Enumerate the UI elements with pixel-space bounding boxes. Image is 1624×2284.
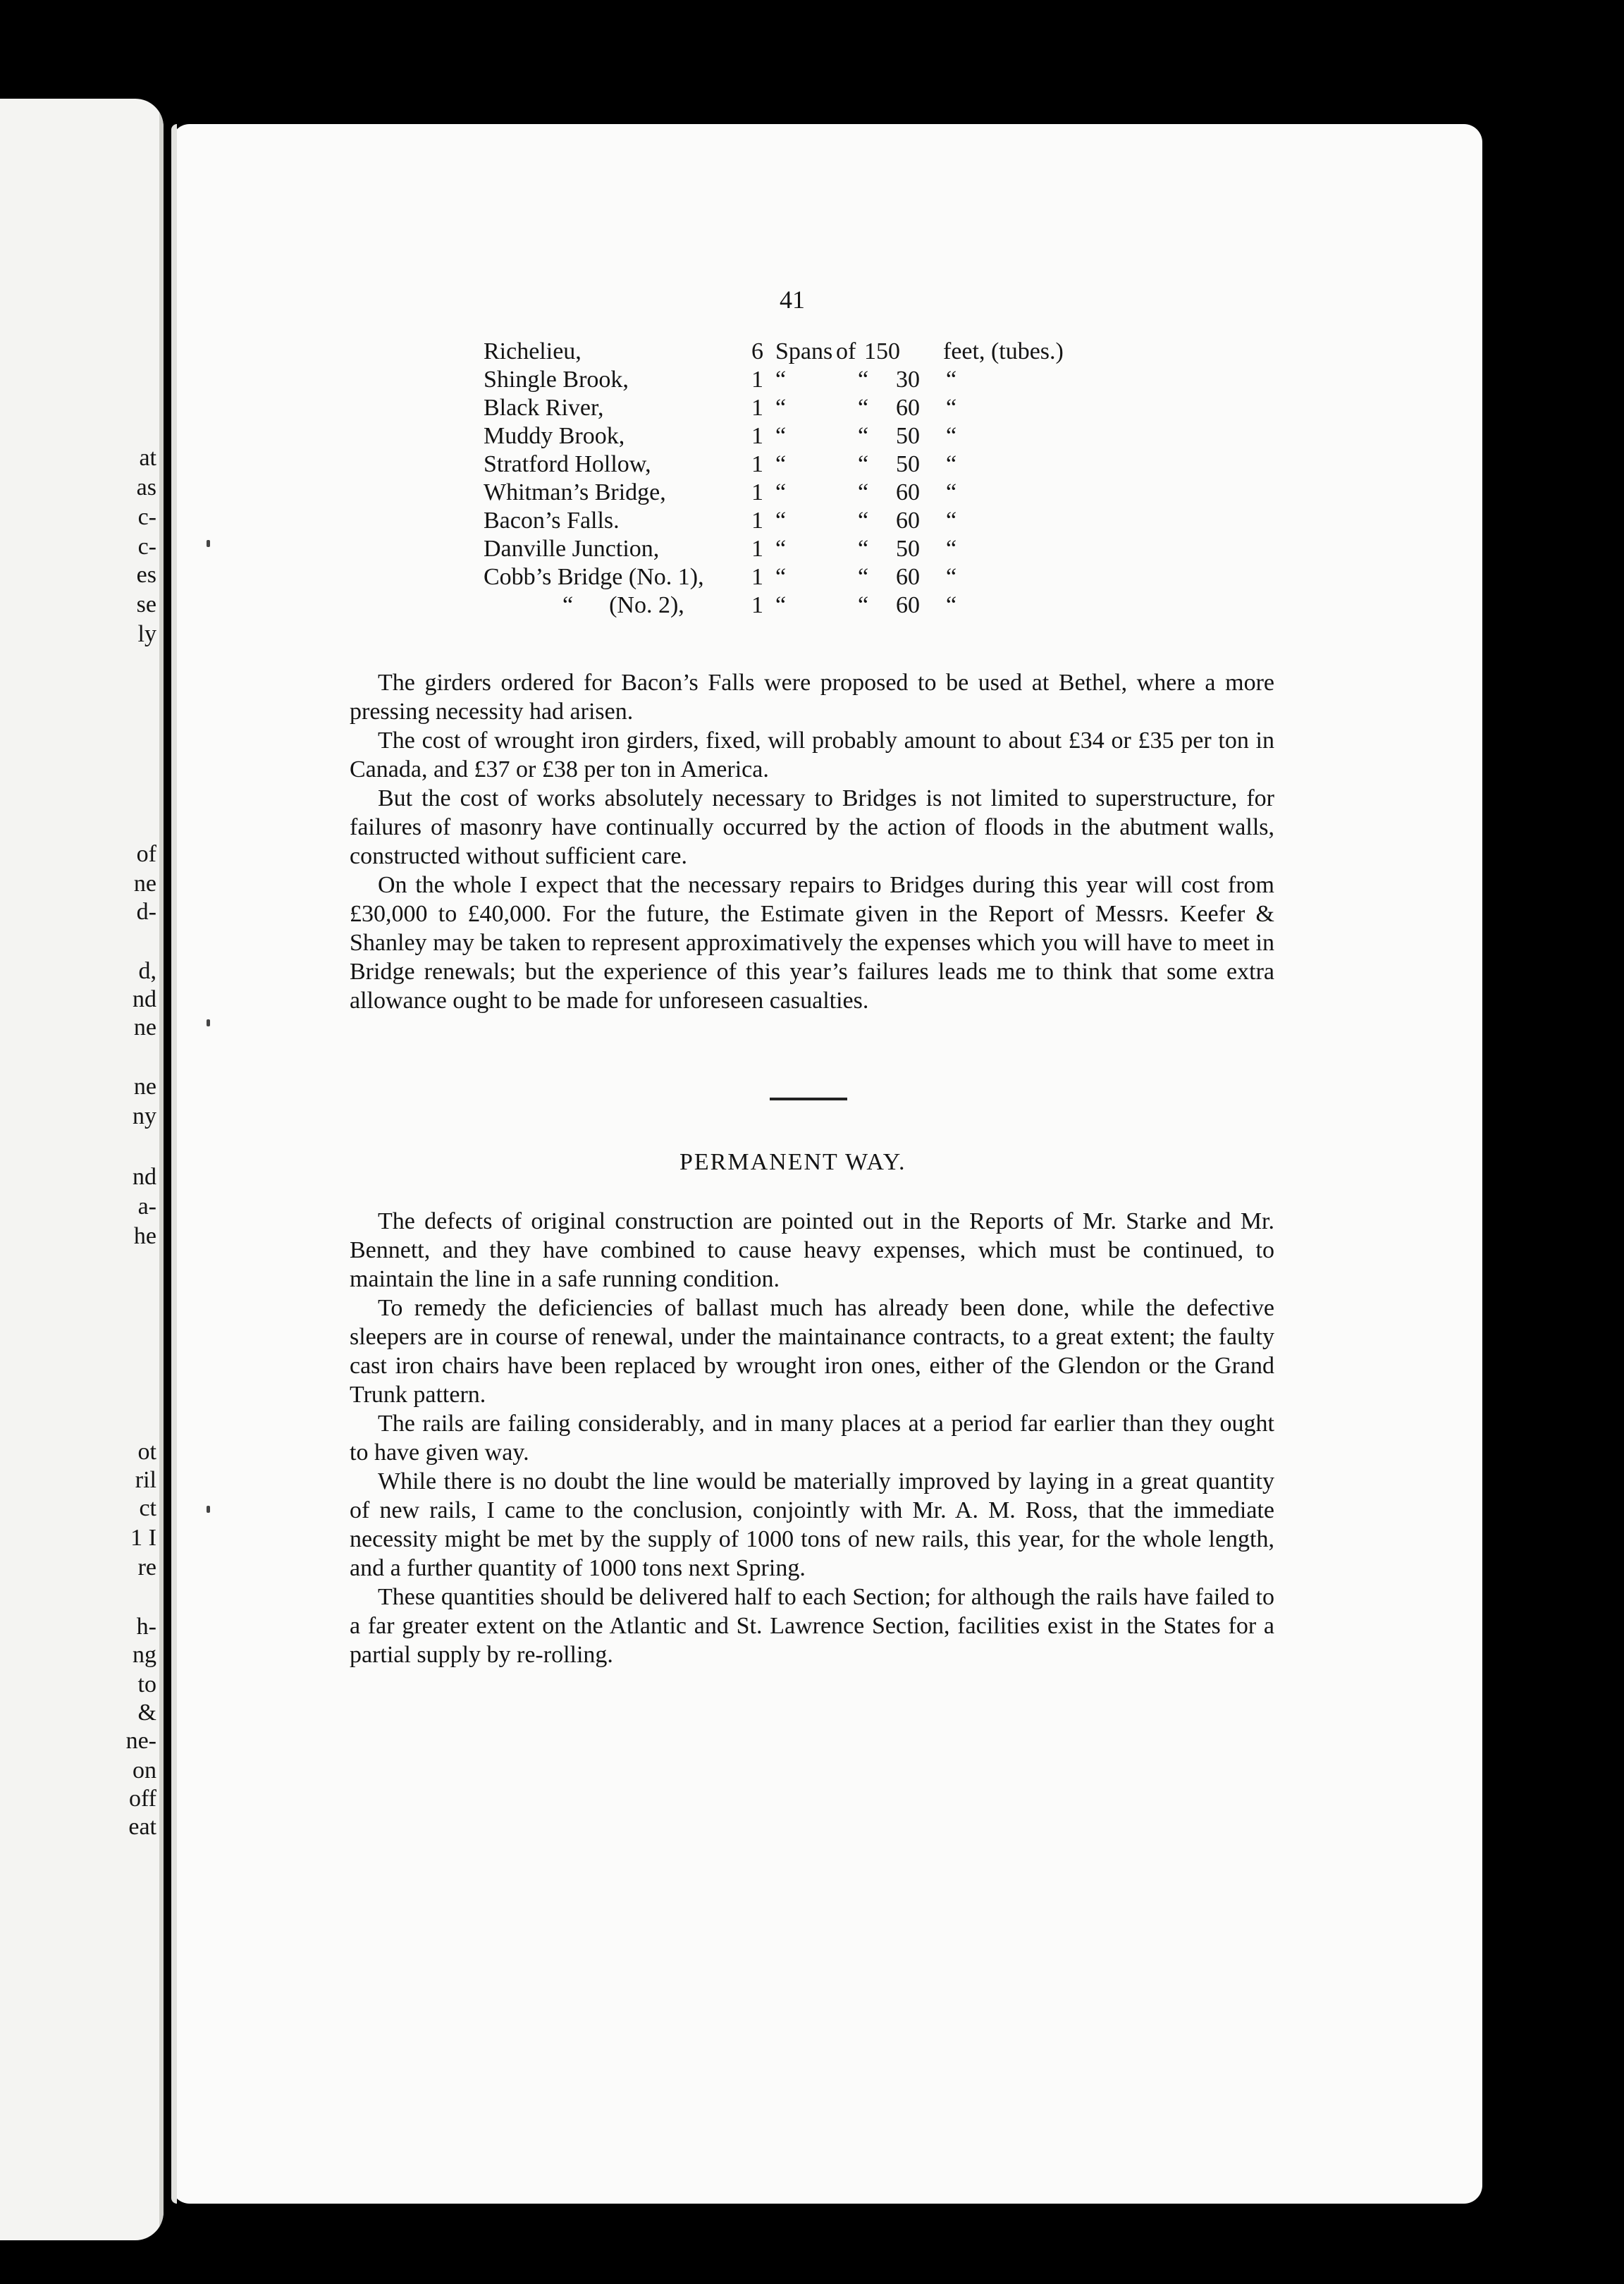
paragraph: The girders ordered for Bacon’s Falls were proposed to be used at Bethel, where a more pressing necessity had arisen.: [350, 670, 1274, 725]
margin-fragment: se: [136, 591, 156, 618]
bridge-name: Black River,: [484, 395, 604, 421]
margin-fragment: ot: [137, 1439, 156, 1465]
span-count: 1: [751, 451, 763, 477]
ditto-mark: “: [775, 592, 787, 618]
ditto-mark: “: [946, 564, 957, 590]
margin-fragment: nd: [133, 986, 156, 1012]
of-word: of: [836, 338, 856, 364]
ditto-mark: “: [946, 592, 957, 618]
ditto-mark: “: [775, 367, 787, 393]
page-number: 41: [780, 286, 805, 314]
speck-mark: [207, 1019, 210, 1026]
ditto-mark: “: [775, 479, 787, 505]
margin-fragment: ly: [137, 621, 156, 647]
span-length: 60: [896, 592, 920, 618]
margin-fragment: he: [133, 1223, 156, 1249]
span-count: 1: [751, 564, 763, 590]
bridge-name: “ (No. 2),: [562, 592, 684, 618]
ditto-mark: “: [858, 508, 869, 534]
span-count: 6: [751, 338, 763, 364]
paragraph: While there is no doubt the line would be materially improved by laying in a great quantity of new rails, I came to the conclusion, conjointly with Mr. A. M. Ross, that the immediate necessity might be met by the supply of 1000 tons of new rails, this year, for the whole length, and a further quantity of 1000 tons next Spring.: [350, 1468, 1274, 1581]
ditto-mark: “: [775, 536, 787, 562]
margin-fragment: re: [137, 1554, 156, 1580]
ditto-mark: “: [858, 592, 869, 618]
section-divider: [770, 1098, 847, 1100]
ditto-mark: “: [858, 536, 869, 562]
margin-fragment: c-: [137, 504, 156, 530]
margin-fragment: c-: [137, 534, 156, 560]
span-count: 1: [751, 395, 763, 421]
margin-fragment: &: [137, 1700, 156, 1726]
margin-fragment: ril: [135, 1467, 156, 1493]
margin-fragment: d,: [138, 958, 156, 984]
margin-fragment: as: [136, 474, 156, 501]
margin-fragment: h-: [136, 1614, 156, 1640]
bridge-name: Cobb’s Bridge (No. 1),: [484, 564, 704, 590]
margin-fragment: ny: [133, 1103, 156, 1129]
ditto-mark: “: [775, 508, 787, 534]
paragraph: These quantities should be delivered half to each Section; for although the rails have failed to a far greater extent on the Atlantic and St. Lawrence Section, facilities exist in the States for a partial supply by re-rolling.: [350, 1584, 1274, 1668]
ditto-mark: “: [946, 451, 957, 477]
margin-fragment: a-: [137, 1193, 156, 1220]
span-count: 1: [751, 367, 763, 393]
ditto-mark: “: [946, 367, 957, 393]
span-length: 50: [896, 536, 920, 562]
bridge-name: Stratford Hollow,: [484, 451, 651, 477]
bridge-name: Danville Junction,: [484, 536, 660, 562]
span-length: 50: [896, 423, 920, 449]
speck-mark: [207, 1506, 210, 1513]
margin-fragment: d-: [136, 899, 156, 925]
section-heading: PERMANENT WAY.: [679, 1149, 906, 1175]
ditto-mark: “: [946, 536, 957, 562]
bridge-name: Muddy Brook,: [484, 423, 625, 449]
spans-word: Spans: [775, 338, 833, 364]
margin-fragment: at: [139, 445, 156, 471]
span-length: 60: [896, 508, 920, 534]
ditto-mark: “: [775, 395, 787, 421]
margin-fragment: es: [136, 562, 156, 588]
margin-fragment: ct: [139, 1495, 156, 1521]
ditto-mark: “: [946, 395, 957, 421]
margin-fragment: off: [128, 1786, 156, 1812]
bridge-name: Whitman’s Bridge,: [484, 479, 666, 505]
ditto-mark: “: [775, 451, 787, 477]
ditto-mark: “: [858, 395, 869, 421]
ditto-mark: “: [775, 423, 787, 449]
page-spine: [159, 99, 164, 2240]
ditto-mark: “: [858, 367, 869, 393]
span-length: 150: [864, 338, 900, 364]
bridge-name: Shingle Brook,: [484, 367, 629, 393]
margin-fragment: eat: [128, 1814, 156, 1840]
bridge-name: Bacon’s Falls.: [484, 508, 620, 534]
span-length: 60: [896, 479, 920, 505]
span-length: 60: [896, 395, 920, 421]
margin-fragment: ne: [133, 1014, 156, 1040]
ditto-mark: “: [946, 423, 957, 449]
ditto-mark: “: [858, 451, 869, 477]
span-count: 1: [751, 479, 763, 505]
margin-fragment: ne: [133, 1074, 156, 1100]
paragraph: On the whole I expect that the necessary repairs to Bridges during this year will cost from £30,000 to £40,000. For the future, the Estimate given in the Report of Messrs. Keefer & Shanley may be taken to represent approximatively the expenses which you will have to meet in Bridge renewals; but the experience of this year’s failures leads me to think that some extra allowance ought to be made for unforeseen casualties.: [350, 872, 1274, 1014]
previous-page: [0, 99, 164, 2240]
span-unit: feet, (tubes.): [943, 338, 1064, 364]
margin-fragment: 1 I: [130, 1525, 156, 1551]
span-length: 50: [896, 451, 920, 477]
margin-fragment: of: [136, 841, 156, 867]
paragraph: But the cost of works absolutely necessary to Bridges is not limited to superstructure, for failures of masonry have continually occurred by the action of floods in the abutment walls, constructed without sufficient care.: [350, 785, 1274, 869]
ditto-mark: “: [946, 479, 957, 505]
span-count: 1: [751, 592, 763, 618]
paragraph: The cost of wrought iron girders, fixed, will probably amount to about £34 or £35 per ton in Canada, and £37 or £38 per ton in America.: [350, 727, 1274, 782]
margin-fragment: ne-: [125, 1728, 156, 1754]
margin-fragment: to: [137, 1671, 156, 1697]
bridges-text: [350, 668, 1274, 1015]
ditto-mark: “: [858, 423, 869, 449]
span-count: 1: [751, 508, 763, 534]
span-length: 30: [896, 367, 920, 393]
ditto-mark: “: [775, 564, 787, 590]
permanent-way-text: [350, 1207, 1274, 1669]
bridge-name: Richelieu,: [484, 338, 582, 364]
ditto-mark: “: [946, 508, 957, 534]
paragraph: To remedy the deficiencies of ballast much has already been done, while the defective sleepers are in course of renewal, under the maintainance contracts, to a great extent; the faulty cast iron chairs have been replaced by wrought iron ones, either of the Glendon or the Grand Trunk pattern.: [350, 1295, 1274, 1408]
ditto-mark: “: [858, 564, 869, 590]
margin-fragment: ng: [133, 1642, 156, 1668]
paragraph: The rails are failing considerably, and in many places at a period far earlier than they ought to have given way.: [350, 1411, 1274, 1466]
margin-fragment: on: [133, 1757, 156, 1783]
page-edge: [171, 124, 177, 2204]
span-count: 1: [751, 536, 763, 562]
margin-fragment: nd: [133, 1164, 156, 1190]
paragraph: The defects of original construction are pointed out in the Reports of Mr. Starke and Mr. Bennett, and they have combined to cause heavy expenses, which must be continued, to maintain the line in a safe running condition.: [350, 1208, 1274, 1292]
ditto-mark: “: [858, 479, 869, 505]
span-length: 60: [896, 564, 920, 590]
speck-mark: [207, 540, 210, 547]
margin-fragment: ne: [133, 871, 156, 897]
span-count: 1: [751, 423, 763, 449]
